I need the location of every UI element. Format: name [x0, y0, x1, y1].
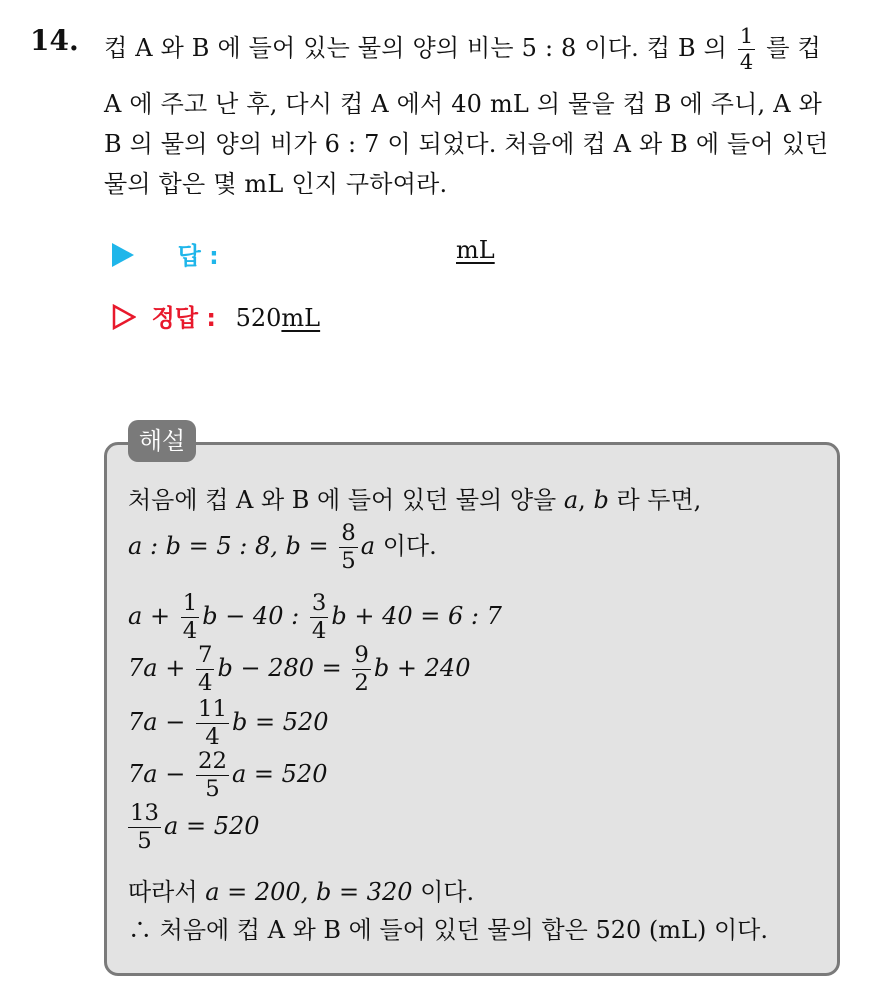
equation: b − 40 : — [202, 601, 300, 630]
fraction-numerator: 9 — [354, 642, 369, 668]
play-triangle-icon — [112, 243, 134, 267]
question-text: 를 컵 — [766, 33, 821, 62]
fraction — [352, 644, 371, 695]
fraction-numerator: 3 — [311, 590, 327, 616]
question-line-3: B 의 물의 양의 비가 6 : 7 이 되었다. 처음에 컵 A 와 B 에 들어 있던 — [104, 130, 829, 158]
equation: 7a − — [128, 707, 186, 736]
fraction-numerator: 1 — [182, 590, 198, 616]
answer-label: 답 : — [177, 242, 219, 270]
fraction-denominator: 4 — [197, 669, 213, 696]
solution-text: 따라서 — [128, 878, 198, 906]
fraction-denominator: 4 — [311, 617, 327, 644]
equation: a : b = 5 : 8, b = — [128, 531, 329, 560]
fraction — [128, 802, 161, 853]
solution-line-2 — [128, 522, 437, 573]
explanation-tag: 해설 — [128, 420, 196, 462]
var-b: b — [593, 486, 609, 514]
solution-line-3 — [128, 592, 502, 643]
fraction-denominator: 4 — [205, 723, 220, 750]
outline-triangle-icon — [112, 304, 136, 330]
fraction-denominator: 5 — [205, 775, 220, 802]
fraction-one-quarter — [738, 26, 756, 73]
solution-line-7 — [128, 802, 260, 853]
question-line-1 — [104, 26, 821, 73]
question-text: 컵 A 와 B 에 들어 있는 물의 양의 비는 5 : 8 이다. 컵 B 의 — [104, 33, 728, 62]
solution-text: 이다. — [420, 878, 475, 906]
fraction-numerator: 8 — [341, 520, 356, 546]
solution-line-9: ∴ 처음에 컵 A 와 B 에 들어 있던 물의 합은 520 (mL) 이다. — [128, 916, 768, 944]
equation: b + 40 = 6 : 7 — [331, 601, 502, 630]
question-number: 14. — [30, 24, 79, 57]
fraction-numerator: 13 — [130, 800, 160, 826]
solution-text: 처음에 컵 A 와 B 에 들어 있던 물의 양을 — [128, 486, 557, 514]
answer-row — [112, 236, 219, 271]
fraction — [339, 522, 358, 573]
equation: a = 520 — [164, 811, 260, 840]
correct-answer-value: 520 — [235, 304, 282, 332]
equation: b + 240 — [373, 653, 471, 682]
fraction-numerator: 11 — [197, 696, 227, 722]
fraction-denominator: 4 — [182, 617, 198, 644]
correct-answer-label: 정답 : — [151, 304, 216, 332]
solution-line-8 — [128, 872, 474, 907]
equation: a + — [128, 601, 171, 630]
fraction-denominator: 5 — [341, 547, 356, 574]
solution-text: 라 두면, — [616, 486, 702, 514]
equation: 7a + — [128, 653, 186, 682]
solution-text: 이다. — [382, 531, 437, 560]
solution-line-6 — [128, 750, 327, 801]
fraction — [181, 592, 200, 643]
fraction — [310, 592, 329, 643]
fraction — [196, 698, 229, 749]
fraction-numerator: 7 — [197, 642, 213, 668]
correct-answer-row — [112, 298, 320, 333]
fraction-numerator: 1 — [739, 24, 754, 48]
answer-input[interactable]: mL — [456, 236, 495, 264]
solution-line-1 — [128, 480, 701, 515]
equation: b − 280 = — [217, 653, 342, 682]
question-line-2: A 에 주고 난 후, 다시 컵 A 에서 40 mL 의 물을 컵 B 에 주니, A 와 — [104, 90, 822, 118]
equation: b = 520 — [231, 707, 329, 736]
var-a: a — [563, 486, 579, 514]
solution-line-5 — [128, 698, 329, 749]
var-a: a — [360, 531, 376, 560]
fraction-denominator: 2 — [354, 669, 369, 696]
correct-answer-unit: mL — [281, 304, 321, 332]
solution-line-4 — [128, 644, 470, 695]
equation: a = 520 — [231, 759, 328, 788]
fraction-denominator: 4 — [739, 49, 754, 74]
fraction — [196, 750, 229, 801]
equation: 7a − — [128, 759, 186, 788]
equation: a = 200, b = 320 — [205, 878, 413, 906]
comma: , — [578, 486, 586, 514]
fraction-numerator: 22 — [197, 748, 227, 774]
question-line-4: 물의 합은 몇 mL 인지 구하여라. — [104, 170, 448, 198]
fraction-denominator: 5 — [137, 827, 152, 854]
fraction — [196, 644, 215, 695]
